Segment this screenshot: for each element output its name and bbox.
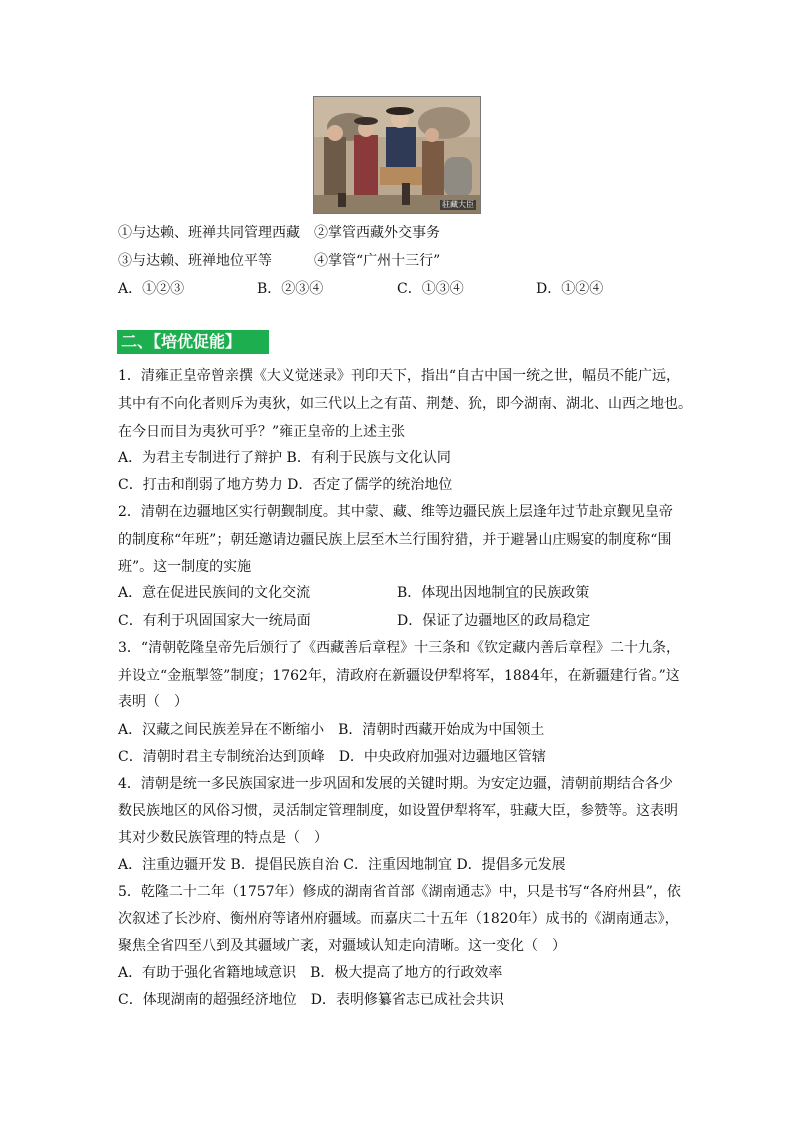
question-1-options-line-2: C．打击和削弱了地方势力 D．否定了儒学的统治地位 xyxy=(118,477,453,493)
question-2-option-a: A．意在促进民族间的文化交流 xyxy=(118,585,311,601)
section-header: 二、【培优促能】 xyxy=(117,330,269,354)
question-1-stem-line-3: 在今日而目为夷狄可乎？”雍正皇帝的上述主张 xyxy=(118,424,406,440)
question-2-stem-line-1: 2．清朝在边疆地区实行朝觐制度。其中蒙、藏、维等边疆民族上层逢年过节赴京觐见皇帝 xyxy=(118,504,673,520)
intro-option-c: C．①③④ xyxy=(397,281,464,297)
question-2-option-c: C．有利于巩固国家大一统局面 xyxy=(118,613,311,629)
figure-caption: 驻藏大臣 xyxy=(442,200,474,209)
intro-option-a: A．①②③ xyxy=(118,281,185,297)
question-3-stem-line-3: 表明（ ） xyxy=(118,694,188,710)
intro-option-d: D．①②④ xyxy=(536,281,604,297)
statement-line-2: ③与达赖、班禅地位平等 ④掌管“广州十三行” xyxy=(118,253,441,269)
question-3-options-line-2: C．清朝时君主专制统治达到顶峰 D．中央政府加强对边疆地区管辖 xyxy=(118,749,546,765)
question-1-options-line-1: A．为君主专制进行了辩护 B．有利于民族与文化认同 xyxy=(118,450,451,466)
question-3-stem-line-1: 3．“清朝乾隆皇帝先后颁行了《西藏善后章程》十三条和《钦定藏内善后章程》二十九条， xyxy=(118,640,681,656)
question-2-stem-line-2: 的制度称“年班”；朝廷邀请边疆民族上层至木兰行围狩猎，并于避暑山庄赐宴的制度称“围 xyxy=(118,532,672,548)
question-3-stem-line-2: 并设立“金瓶掣签”制度；1762年，清政府在新疆设伊犁将军，1884年，在新疆建行省。”这 xyxy=(118,668,680,684)
intro-option-b: B．②③④ xyxy=(257,281,324,297)
question-4-stem-line-3: 其对少数民族管理的特点是（ ） xyxy=(118,830,328,846)
statement-line-1: ①与达赖、班禅共同管理西藏 ②掌管西藏外交事务 xyxy=(118,225,440,241)
question-2-stem-line-3: 班”。这一制度的实施 xyxy=(118,559,252,575)
question-2-option-b: B．体现出因地制宜的民族政策 xyxy=(397,585,590,601)
question-5-stem-line-2: 次叙述了长沙府、衡州府等诸州府疆域。而嘉庆二十五年（1820年）成书的《湖南通志》， xyxy=(118,911,679,927)
question-5-options-line-2: C．体现湖南的超强经济地位 D．表明修纂省志已成社会共识 xyxy=(118,992,504,1008)
question-2-option-d: D．保证了边疆地区的政局稳定 xyxy=(397,613,591,629)
question-5-stem-line-3: 聚焦全省四至八到及其疆域广袤，对疆域认知走向清晰。这一变化（ ） xyxy=(118,938,566,954)
question-1-stem-line-2: 其中有不向化者则斥为夷狄，如三代以上之有苗、荆楚、狁，即今湖南、湖北、山西之地也。 xyxy=(118,396,692,412)
question-4-stem-line-2: 数民族地区的风俗习惯，灵活制定管理制度，如设置伊犁将军，驻藏大臣，参赞等。这表明 xyxy=(118,803,678,819)
question-1-stem-line-1: 1．清雍正皇帝曾亲撰《大义觉迷录》刊印天下，指出“自古中国一统之世，幅员不能广远， xyxy=(118,368,681,384)
question-4-options-line-1: A．注重边疆开发 B．提倡民族自治 C．注重因地制宜 D．提倡多元发展 xyxy=(118,857,566,873)
question-5-stem-line-1: 5．乾隆二十二年（1757年）修成的湖南省首部《湖南通志》中，只是书写“各府州县”，依 xyxy=(118,884,681,900)
painting-image xyxy=(314,97,480,213)
question-5-options-line-1: A．有助于强化省籍地域意识 B．极大提高了地方的行政效率 xyxy=(118,965,503,981)
question-4-stem-line-1: 4．清朝是统一多民族国家进一步巩固和发展的关键时期。为安定边疆，清朝前期结合各少 xyxy=(118,776,673,792)
question-3-options-line-1: A．汉藏之间民族差异在不断缩小 B．清朝时西藏开始成为中国领土 xyxy=(118,722,545,738)
illustration-amban xyxy=(313,96,481,214)
